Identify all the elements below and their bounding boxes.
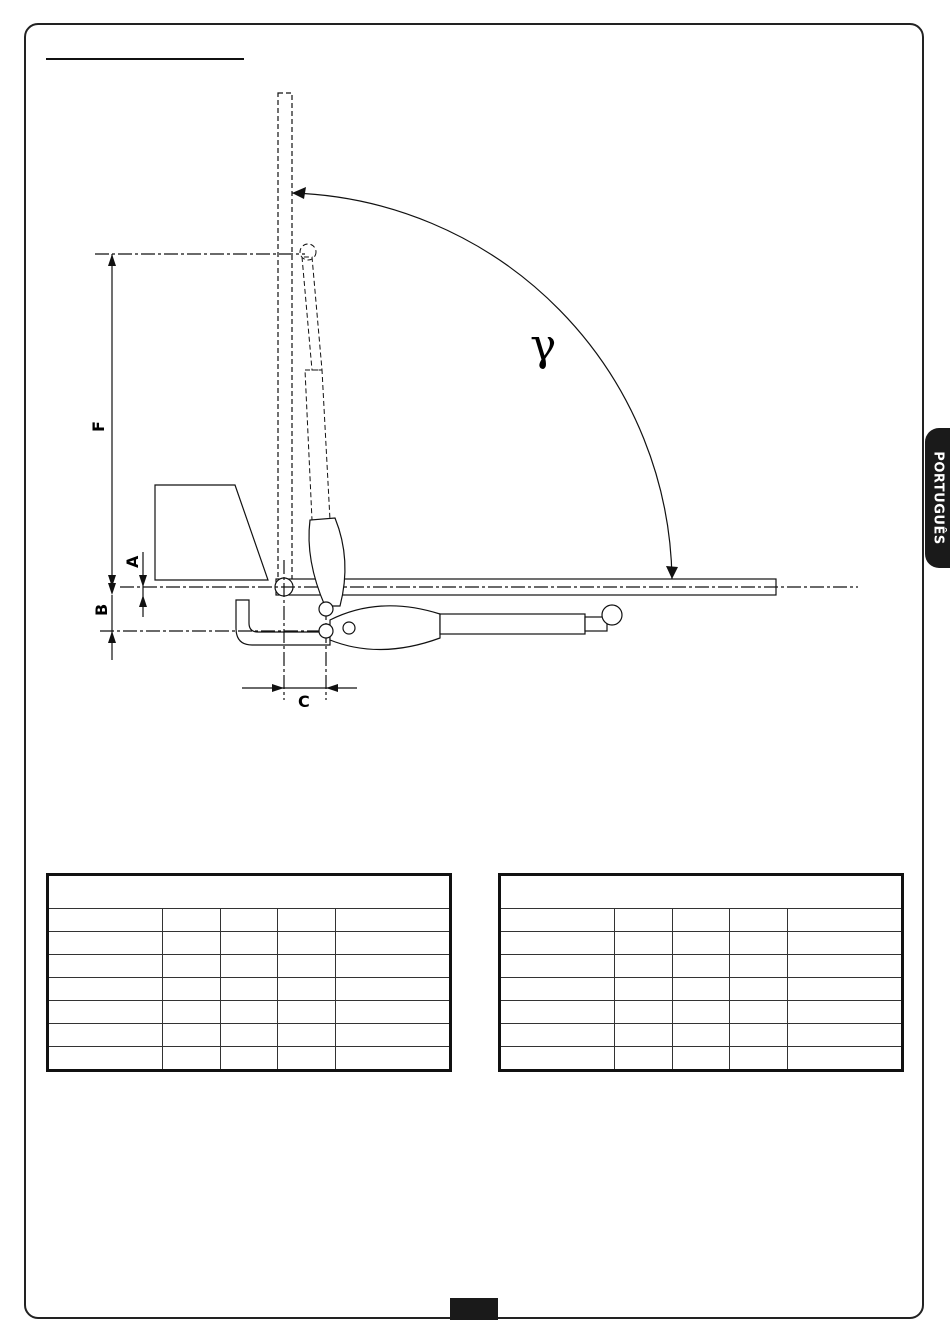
table-row	[500, 1001, 903, 1024]
table-title	[48, 875, 451, 909]
pillar	[155, 485, 268, 580]
table-row	[48, 978, 451, 1001]
table-row	[500, 978, 903, 1001]
dimension-table-left	[46, 873, 452, 1072]
table-row	[48, 932, 451, 955]
table-row	[48, 1024, 451, 1047]
label-gamma: γ	[530, 320, 557, 371]
label-b: B	[92, 603, 111, 616]
dimension-table-right	[498, 873, 904, 1072]
operator-closed-position	[319, 605, 622, 650]
table-row	[500, 1047, 903, 1071]
table-header-row	[500, 909, 903, 932]
pillar-bracket	[236, 600, 330, 645]
arc-arrowhead-top	[292, 187, 306, 199]
table-row	[48, 1047, 451, 1071]
table-row	[500, 1024, 903, 1047]
table-row	[500, 932, 903, 955]
language-tab-label: PORTUGUÊS	[930, 451, 945, 545]
label-a: A	[123, 555, 142, 568]
operator-body-open	[309, 518, 345, 616]
page-number-tab	[450, 1298, 498, 1320]
gate-open-position	[278, 93, 292, 593]
table-header-row	[48, 909, 451, 932]
arc-arrowhead-bottom	[666, 566, 678, 579]
operator-open-position	[300, 244, 330, 520]
table-title	[500, 875, 903, 909]
table-row	[48, 1001, 451, 1024]
opening-angle-arc	[292, 193, 672, 579]
table-row	[48, 955, 451, 978]
label-f: F	[89, 421, 108, 432]
label-c: C	[298, 692, 310, 711]
table-row	[500, 955, 903, 978]
